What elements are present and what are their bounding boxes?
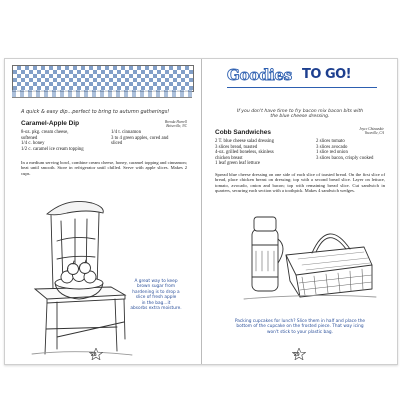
recipe-intro bbox=[210, 109, 390, 120]
ingredient-line: softened bbox=[21, 135, 38, 141]
ingredient-line: 3 slices bacon, crisply cooked bbox=[316, 155, 374, 161]
page-number: 28 bbox=[91, 352, 97, 358]
ingredient-line: 1/2 c. caramel ice cream topping bbox=[21, 146, 84, 152]
ingredient-line: 3 slices bread, toasted bbox=[215, 144, 258, 150]
ingredients-column-2 bbox=[111, 130, 195, 147]
thermos-picnic-basket-illustration bbox=[242, 207, 377, 302]
ingredient-line: 2 slices tomato bbox=[316, 139, 345, 144]
tip-line: bottom of the cupcake on the frosted piece. That way icing bbox=[236, 324, 364, 330]
quilt-stripe-decoration bbox=[12, 90, 192, 98]
tip-line: won't stick to your plastic bag. bbox=[267, 329, 333, 335]
ingredient-line: 1/4 c. honey bbox=[21, 141, 45, 147]
logo-goodies: Goodies bbox=[227, 66, 292, 84]
tip-line: absorbs extra moisture. bbox=[130, 306, 182, 312]
ingredient-line: sliced bbox=[111, 141, 123, 147]
tip-line: brown sugar from bbox=[136, 284, 176, 290]
ingredient-line: chicken breast bbox=[215, 155, 243, 161]
tip-text bbox=[210, 319, 390, 335]
recipe-author bbox=[312, 127, 384, 136]
author-name: Brenda Harrell bbox=[165, 120, 187, 124]
tip-line: Packing cupcakes for lunch? Slice them in half and place the bbox=[234, 319, 366, 324]
chair-apple-bowl-illustration bbox=[27, 189, 137, 359]
recipe-directions: Spread blue cheese dressing on one side of each slice of toasted bread. On the first slice of bread, place chicken breast on dressing; top with a second bread slice. Layer on lettuce, tomato, avocado, onion and bacon; top with remaining bread slice. Cut sandwich in quarters, securing each section with a toothpick. Makes 4 sandwich wedges. bbox=[215, 172, 385, 194]
ingredient-line: 3 to 4 green apples, cored and bbox=[111, 135, 169, 141]
tip-line: slice of fresh apple bbox=[135, 295, 177, 301]
ingredient-line: 3 slices avocado bbox=[316, 144, 348, 150]
author-name: Joyce Chizauskie bbox=[359, 127, 384, 131]
recipe-directions: In a medium serving bowl, combine cream cheese, honey, caramel topping and cinnamon; beat until smooth. Store in refrigerator until chilled. Serve with apple slices. Makes 2 cups. bbox=[21, 160, 187, 176]
ingredients-column-2 bbox=[316, 139, 396, 161]
recipe-title: Caramel-Apple Dip bbox=[21, 120, 80, 127]
ingredient-line: 8-oz. pkg. cream cheese, bbox=[21, 130, 69, 135]
quilt-border-decoration bbox=[12, 65, 194, 92]
ingredient-line: 1 leaf green leaf lettuce bbox=[215, 161, 261, 167]
logo-to-go: TO GO! bbox=[302, 67, 352, 82]
cookbook-spread bbox=[4, 58, 398, 365]
tip-line: in the bag...it bbox=[141, 300, 171, 306]
ingredient-line: 1 slice red onion bbox=[316, 150, 348, 156]
page-number: 29 bbox=[294, 352, 300, 358]
intro-line: the blue cheese dressing. bbox=[270, 114, 330, 120]
ingredients-column-1 bbox=[215, 139, 315, 167]
recipe-intro: A quick & easy dip...perfect to bring to autumn gatherings! bbox=[21, 109, 170, 115]
tip-text bbox=[119, 279, 193, 311]
recipe-title: Cobb Sandwiches bbox=[215, 129, 271, 136]
ingredient-line: 1/4 t. cinnamon bbox=[111, 130, 141, 135]
logo-underline bbox=[227, 87, 377, 88]
author-location: Vacaville, CA bbox=[364, 131, 384, 136]
ingredient-line: 4-oz. grilled boneless, skinless bbox=[215, 150, 274, 156]
left-page bbox=[5, 59, 201, 364]
right-page bbox=[202, 59, 398, 364]
ingredients-column-1 bbox=[21, 130, 111, 152]
tip-line: A great way to keep bbox=[134, 279, 178, 284]
author-location: Boiseville, NC bbox=[166, 124, 187, 129]
intro-line: If you don't have time to fry bacon mix bacon bits with bbox=[236, 109, 364, 114]
ingredient-line: 2 T. blue cheese salad dressing bbox=[215, 139, 274, 144]
tip-line: hardening is to drop a bbox=[132, 289, 180, 295]
recipe-author bbox=[125, 120, 187, 129]
